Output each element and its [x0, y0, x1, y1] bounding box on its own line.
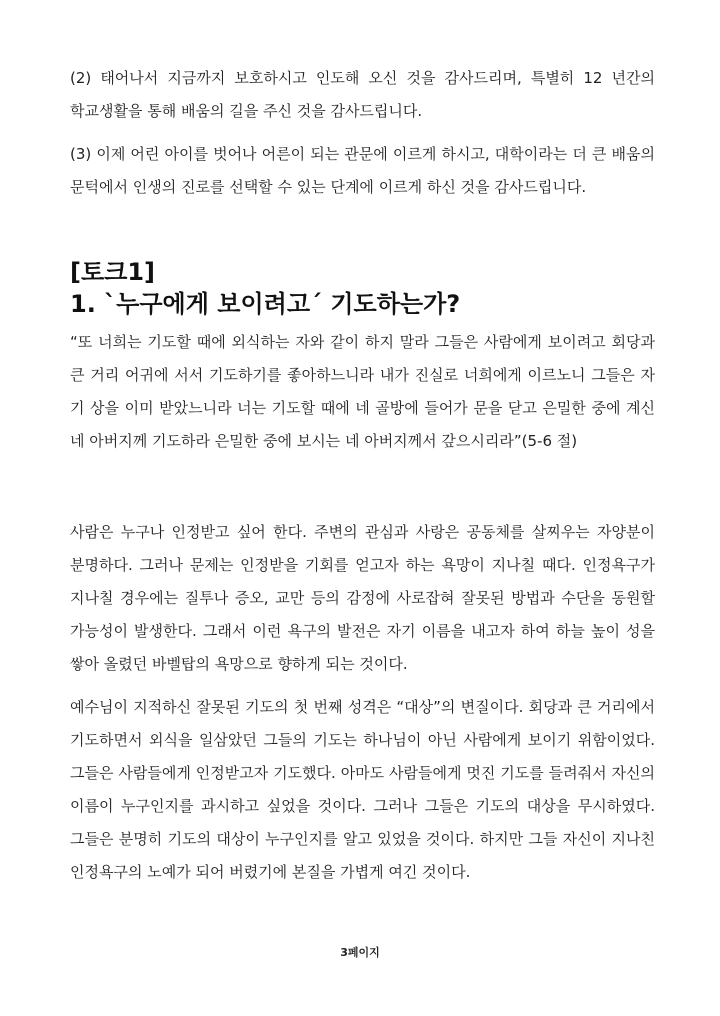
paragraph-thanks-2: (2) 태어나서 지금까지 보호하시고 인도해 오신 것을 감사드리며, 특별히 12 년간의 학교생활을 통해 배움의 길을 주신 것을 감사드립니다.	[70, 69, 655, 120]
body-paragraph-2: 예수님이 지적하신 잘못된 기도의 첫 번째 성격은 “대상”의 변질이다. 회당과 큰 거리에서 기도하면서 외식을 일삼았던 그들의 기도는 하나님이 아닌 사람에게 보이기 위함이었다. 그들은 사람들에게 인정받고자 기도했다. 아마도 사람들에게 멋진 기도를 들려줘서 자신의 이름이 누구인지를 과시하고 싶었을 것이다. 그러나 그들은 기도의 대상을 무시하였다. 그들은 분명히 기도의 대상이 누구인지를 알고 있었을 것이다. 하지만 그들 자신이 지나친 인정욕구의 노예가 되어 버렸기에 본질을 가볍게 여긴 것이다.	[70, 698, 655, 881]
section-heading: 1. `누구에게 보이려고´ 기도하는가?	[70, 290, 461, 318]
page-number: 3페이지	[340, 946, 380, 959]
body-paragraph-1: 사람은 누구나 인정받고 싶어 한다. 주변의 관심과 사랑은 공동체를 살찌우는 자양분이 분명하다. 그러나 문제는 인정받을 기회를 얻고자 하는 욕망이 지나칠 때다. 인정욕구가 지나칠 경우에는 질투나 증오, 교만 등의 감정에 사로잡혀 잘못된 방법과 수단을 동원할 가능성이 발생한다. 그래서 이런 욕구의 발전은 자기 이름을 내고자 하여 하늘 높이 성을 쌓아 올렸던 바벨탑의 욕망으로 향하게 되는 것이다.	[70, 523, 655, 673]
section-label: [토크1]	[70, 258, 156, 286]
scripture-quote: “또 너희는 기도할 때에 외식하는 자와 같이 하지 말라 그들은 사람에게 보이려고 회당과 큰 거리 어귀에 서서 기도하기를 좋아하느니라 내가 진실로 너희에게 이르노니 그들은 자기 상을 이미 받았느니라 너는 기도할 때에 네 골방에 들어가 문을 닫고 은밀한 중에 계신 네 아버지께 기도하라 은밀한 중에 보시는 네 아버지께서 갚으시리라”(5-6 절)	[70, 333, 655, 450]
paragraph-thanks-3: (3) 이제 어린 아이를 벗어나 어른이 되는 관문에 이르게 하시고, 대학이라는 더 큰 배움의 문턱에서 인생의 진로를 선택할 수 있는 단계에 이르게 하신 것을 감사드립니다.	[70, 145, 655, 196]
document-page	[70, 62, 655, 889]
